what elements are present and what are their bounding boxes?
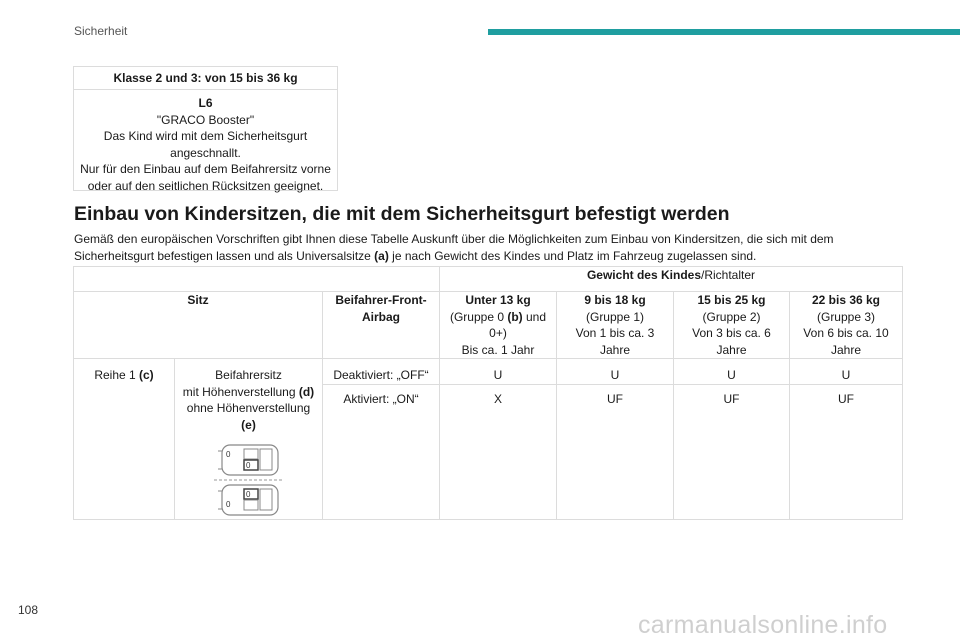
child-seat-table (73, 266, 903, 520)
group-age: Von 6 bis ca. 10 Jahre (803, 326, 889, 357)
col-group-3 (790, 292, 903, 359)
seat-name: "GRACO Booster" (156, 112, 255, 127)
group-name: (Gruppe 1) (585, 309, 645, 324)
seat-line: mit Höhenverstellung (d) (182, 384, 315, 399)
group-weight: Unter 13 kg (465, 293, 531, 307)
table-cell: UF (557, 385, 674, 520)
group-name: (Gruppe 2) (702, 309, 761, 324)
table-cell: U (674, 359, 790, 385)
row-label: Reihe 1 (c) (74, 359, 175, 520)
group-age: Bis ca. 1 Jahr (461, 342, 535, 357)
airbag-status: Deaktiviert: „OFF“ (323, 359, 440, 385)
intro-text: Gemäß den europäischen Vorschriften gibt Ihnen diese Tabelle Auskunft über die Möglichkeiten zum Einbau von Kindersitzen, die sich mit dem Sicherheitsgurt befestigen lassen und als Universalsitze (74, 232, 834, 263)
table-columns-row (74, 292, 903, 359)
seat-model: L6 (198, 96, 213, 110)
svg-text:0: 0 (245, 461, 250, 470)
col-airbag: Beifahrer-Front-Airbag (323, 292, 440, 359)
table-cell: UF (674, 385, 790, 520)
airbag-status: Aktiviert: „ON“ (323, 385, 440, 520)
group-weight: 22 bis 36 kg (811, 293, 881, 307)
table-cell: UF (790, 385, 903, 520)
seat-description (175, 359, 323, 520)
weight-header (440, 267, 903, 292)
table-header-empty (74, 267, 440, 292)
group-age: Von 1 bis ca. 3 Jahre (575, 326, 655, 357)
seat-line: Beifahrersitz (215, 368, 282, 382)
col-group-2 (674, 292, 790, 359)
seat-line: ohne Höhenverstellung (186, 401, 311, 415)
group-name: (Gruppe 3) (816, 309, 876, 324)
class-info-line: oder auf den seitlichen Rücksitzen geeignet. (87, 178, 324, 193)
col-group-0 (440, 292, 557, 359)
section-label: Sicherheit (74, 24, 128, 38)
group-age: Von 3 bis ca. 6 Jahre (692, 326, 771, 357)
table-header-row (74, 267, 903, 292)
intro-text: je nach Gewicht des Kindes und Platz im Fahrzeug zugelassen sind. (388, 249, 757, 263)
intro-paragraph (74, 231, 904, 265)
svg-text:0: 0 (225, 500, 230, 509)
page-number: 108 (18, 603, 39, 617)
col-group-1 (557, 292, 674, 359)
watermark: carmanualsonline.info (638, 611, 888, 639)
group-name: (Gruppe 0 (b) und 0+) (449, 309, 547, 340)
group-weight: 9 bis 18 kg (584, 293, 646, 307)
svg-text:0: 0 (225, 450, 230, 459)
col-seat: Sitz (74, 292, 323, 359)
table-cell: U (790, 359, 903, 385)
section-heading: Einbau von Kindersitzen, die mit dem Sicherheitsgurt befestigt werden (74, 203, 730, 225)
front-seat-diagram-icon (214, 443, 284, 519)
weight-header-bold: Gewicht des Kindes (586, 268, 701, 282)
table-cell: U (440, 359, 557, 385)
table-row (74, 359, 903, 385)
table-cell: U (557, 359, 674, 385)
class-info-body (74, 90, 337, 194)
seat-line: (e) (241, 417, 256, 432)
class-info-title: Klasse 2 und 3: von 15 bis 36 kg (74, 67, 337, 90)
intro-ref: (a) (374, 249, 389, 263)
svg-text:0: 0 (245, 490, 250, 499)
table-cell: X (440, 385, 557, 520)
class-info-line: Das Kind wird mit dem Sicherheitsgurt (103, 129, 308, 143)
group-weight: 15 bis 25 kg (697, 293, 766, 307)
class-info-box (73, 66, 338, 191)
section-accent-bar (488, 29, 960, 35)
weight-header-rest: /Richtalter (701, 268, 756, 282)
class-info-line: angeschnallt. (170, 145, 241, 160)
class-info-line: Nur für den Einbau auf dem Beifahrersitz vorne (80, 162, 331, 176)
